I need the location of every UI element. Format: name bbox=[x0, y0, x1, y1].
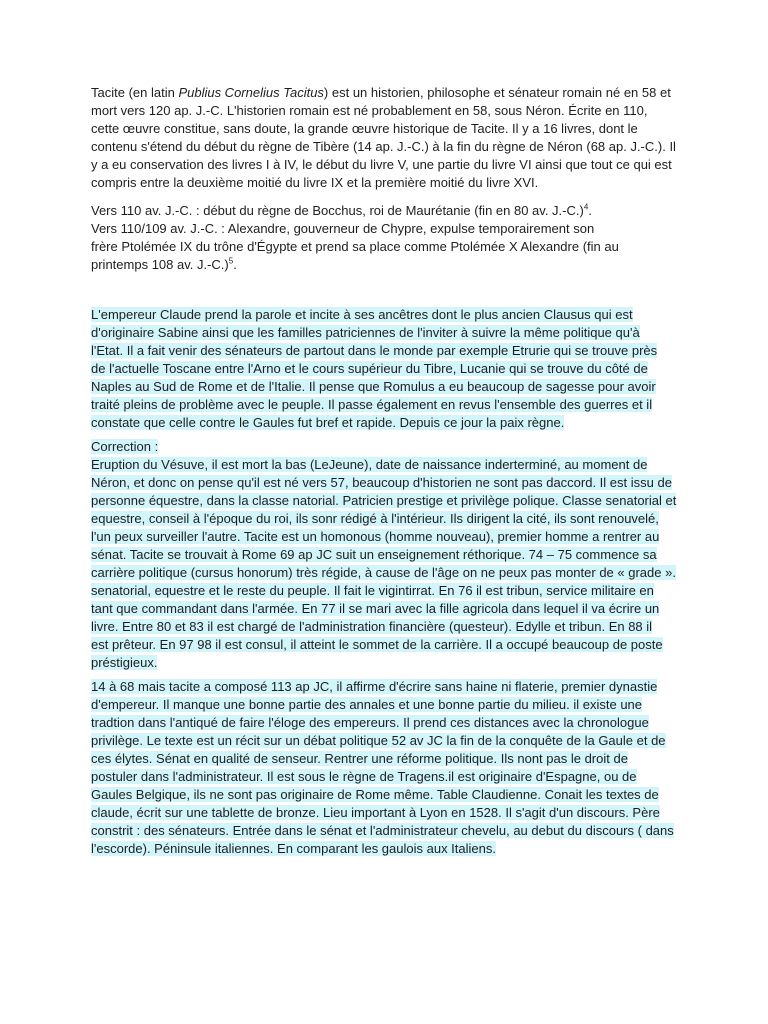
blank-line bbox=[91, 288, 683, 306]
highlighted-text: constrit : des sénateurs. Entrée dans le sénat et l'administrateur chevelu, au debut du discours ( dans bbox=[91, 823, 674, 838]
text-line bbox=[91, 546, 683, 564]
highlighted-text: est prêteur. En 97 98 il est consul, il atteint le sommet de la carrière. Il a occupé beaucoup de poste bbox=[91, 637, 663, 652]
highlighted-text: l'escorde). Péninsule italiennes. En comparant les gaulois aux Italiens. bbox=[91, 841, 496, 856]
text-line bbox=[91, 840, 683, 858]
text-line bbox=[91, 678, 683, 696]
text-line bbox=[91, 696, 683, 714]
highlighted-text: l'Etat. Il a fait venir des sénateurs de partout dans le monde par exemple Etrurie qui se trouve près bbox=[91, 343, 658, 358]
highlighted-text: ces élytes. Sénat en qualité de senseur. Rentrer une réforme politique. Ils nont pas le droit de bbox=[91, 751, 628, 766]
text-line bbox=[91, 256, 683, 274]
text-line bbox=[91, 438, 683, 456]
text-line bbox=[91, 786, 683, 804]
text-line bbox=[91, 804, 683, 822]
highlighted-text: traité pleins de problème avec le peuple. Il passe également en revus l'ensemble des guerres et il bbox=[91, 397, 653, 412]
highlighted-text: préstigieux. bbox=[91, 655, 158, 670]
highlighted-text: 14 à 68 mais tacite a composé 113 ap JC, il affirme d'écrire sans haine ni flaterie, premier dynastie bbox=[91, 679, 658, 694]
latin-name: Publius Cornelius Tacitus bbox=[178, 85, 324, 100]
text-line bbox=[91, 822, 683, 840]
highlighted-text: constate que celle contre le Gaules fut bref et rapide. Depuis ce jour la paix règne. bbox=[91, 415, 565, 430]
paragraph-correction-highlighted bbox=[91, 438, 683, 672]
highlighted-text: privilège. Le texte est un récit sur un débat politique 52 av JC la fin de la conquête de la Gaule et de bbox=[91, 733, 666, 748]
text-line bbox=[91, 342, 683, 360]
footnote-ref[interactable]: 4 bbox=[583, 202, 589, 212]
highlighted-text: livre. Entre 80 et 83 il est chargé de l'administration financière (questeur). Edylle et tribun. En 88 il bbox=[91, 619, 653, 634]
text-line bbox=[91, 510, 683, 528]
highlighted-text: d'originaire Sabine ainsi que les familles patriciennes de l'inviter à suivre la même politique qu'à bbox=[91, 325, 640, 340]
text-span: ) est un historien, philosophe et sénateur romain né en 58 et bbox=[323, 85, 671, 100]
highlighted-text: tradtion dans l'antiqué de faire l'éloge des empereurs. Il prend ces distances avec la chronologue bbox=[91, 715, 649, 730]
text-span: Tacite (en latin bbox=[91, 85, 179, 100]
text-line bbox=[91, 714, 683, 732]
highlighted-text: senatorial, equestre et le reste du peuple. Il fait le vigintirrat. En 76 il est tribun, service militaire en bbox=[91, 583, 654, 598]
highlighted-text: postuler dans l'administrateur. Il est sous le règne de Tragens.il est originaire d'Espagne, ou de bbox=[91, 769, 637, 784]
text-line bbox=[91, 654, 683, 672]
text-line bbox=[91, 84, 683, 102]
text-line bbox=[91, 768, 683, 786]
text-line: Vers 110/109 av. J.-C. : Alexandre, gouverneur de Chypre, expulse temporairement son bbox=[91, 221, 595, 236]
text-line bbox=[91, 378, 683, 396]
text-line bbox=[91, 618, 683, 636]
text-line bbox=[91, 324, 683, 342]
text-line: compris entre la deuxième moitié du livre IX et la première moitié du livre XVI. bbox=[91, 175, 539, 190]
text-line bbox=[91, 202, 683, 220]
text-line: mort vers 120 ap. J.-C. L'historien romain est né probablement en 58, sous Néron. Écrite en 110, bbox=[91, 103, 648, 118]
document-body bbox=[91, 84, 683, 864]
highlighted-text: Naples au Sud de Rome et de l'Italie. Il pense que Romulus a eu beaucoup de sagesse pour avoir bbox=[91, 379, 656, 394]
text-line bbox=[91, 600, 683, 618]
text-span: printemps 108 av. J.-C.) bbox=[91, 257, 229, 272]
paragraph-chronology bbox=[91, 202, 683, 274]
text-line: contenu s'étend du début du règne de Tibère (14 ap. J.-C.) à la fin du règne de Néron (68 ap. J.-C.). Il bbox=[91, 139, 676, 154]
text-span: . bbox=[588, 203, 592, 218]
highlighted-text: sénat. Tacite se trouvait à Rome 69 ap JC suit un enseignement réthorique. 74 – 75 commence sa bbox=[91, 547, 657, 562]
highlighted-text: Correction : bbox=[91, 439, 159, 454]
footnote-ref[interactable]: 5 bbox=[228, 256, 234, 266]
text-line bbox=[91, 732, 683, 750]
text-line bbox=[91, 636, 683, 654]
highlighted-text: l'un peux surveiller l'autre. Tacite est un homonous (homme nouveau), premier homme a rentrer au bbox=[91, 529, 660, 544]
highlighted-text: de l'actuelle Toscane entre l'Arno et le cours supérieur du Tibre, Lucanie qui se trouve du côté de bbox=[91, 361, 648, 376]
highlighted-text: equestre, conseil à l'époque du roi, ils sonr rédigé à l'intérieur. Ils dirigent la cité, ils sont renouvelé, bbox=[91, 511, 659, 526]
text-span: . bbox=[233, 257, 237, 272]
paragraph-annales-highlighted bbox=[91, 678, 683, 858]
highlighted-text: L'empereur Claude prend la parole et incite à ses ancêtres dont le plus ancien Clausus qui est bbox=[91, 307, 633, 322]
text-line bbox=[91, 306, 683, 324]
text-line bbox=[91, 582, 683, 600]
text-line bbox=[91, 360, 683, 378]
highlighted-text: Gaules Belgique, ils ne sont pas originaire de Rome même. Table Claudienne. Conait les textes de bbox=[91, 787, 659, 802]
highlighted-text: Eruption du Vésuve, il est mort la bas (LeJeune), date de naissance inderterminé, au moment de bbox=[91, 457, 648, 472]
highlighted-text: d'empereur. Il manque une bonne partie des annales et une bonne partie du milieu. il existe une bbox=[91, 697, 643, 712]
text-line bbox=[91, 396, 683, 414]
text-line bbox=[91, 414, 683, 432]
paragraph-tacite-intro bbox=[91, 84, 683, 192]
text-line bbox=[91, 750, 683, 768]
text-line bbox=[91, 564, 683, 582]
highlighted-text: Néron, et donc on pense qu'il est né vers 57, beaucoup d'historien ne sont pas daccord. Il est issu de bbox=[91, 475, 672, 490]
highlighted-text: claude, écrit sur une tablette de bronze. Lieu important à Lyon en 1528. Il s'agit d'un discours. Père bbox=[91, 805, 660, 820]
highlighted-text: carrière politique (cursus honorum) très régide, à cause de l'âge on ne peux pas monter de « grade ». bbox=[91, 565, 676, 580]
highlighted-text: tant que commandant dans l'armée. En 77 il se mari avec la fille agricola dans lequel il va écrire un bbox=[91, 601, 660, 616]
paragraph-claude-highlighted bbox=[91, 306, 683, 432]
highlighted-text: personne équestre, dans la classe natorial. Patricien prestige et privilège polique. Classe senatorial et bbox=[91, 493, 677, 508]
text-line: frère Ptolémée IX du trône d'Égypte et prend sa place comme Ptolémée X Alexandre (fin au bbox=[91, 239, 619, 254]
text-line bbox=[91, 528, 683, 546]
text-line bbox=[91, 456, 683, 474]
text-line bbox=[91, 492, 683, 510]
text-line: cette œuvre constitue, sans doute, la grande œuvre historique de Tacite. Il y a 16 livres, dont le bbox=[91, 121, 638, 136]
text-line: y a eu conservation des livres I à IV, le début du livre V, une partie du livre VI ainsi que tout ce qui est bbox=[91, 157, 672, 172]
text-span: Vers 110 av. J.-C. : début du règne de Bocchus, roi de Maurétanie (fin en 80 av. J.-C.) bbox=[91, 203, 584, 218]
text-line bbox=[91, 474, 683, 492]
